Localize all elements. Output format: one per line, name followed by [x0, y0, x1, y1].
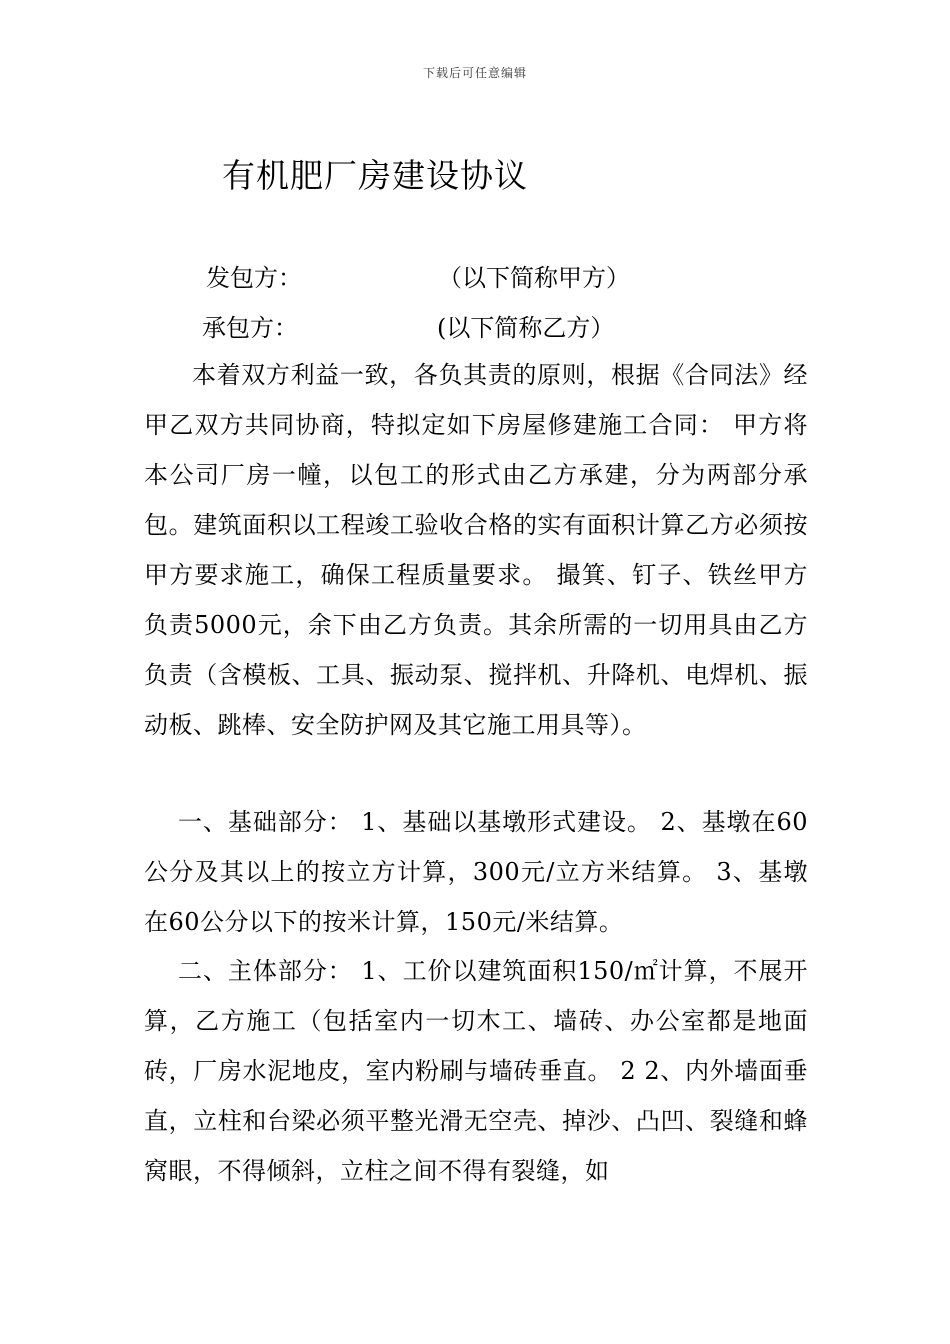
document-title: 有机肥厂房建设协议 [222, 156, 528, 195]
paragraph-foundation: 一、基础部分： 1、基础以基墩形式建设。 2、基墩在60公分及其以上的按立方计算，300元/立方米结算。 3、基墩在60公分以下的按米计算，150元/米结算。 [144, 808, 808, 936]
party-note-employer: （以下简称甲方） [438, 264, 630, 292]
party-line-contractor [0, 308, 950, 340]
party-note-contractor: (以下简称乙方） [437, 314, 615, 342]
paragraph-main-structure: 二、主体部分： 1、工价以建筑面积150/㎡计算，不展开算，乙方施工（包括室内一切木工、墙砖、办公室都是地面砖，厂房水泥地皮，室内粉刷与墙砖垂直。 2 2、内外墙面垂直，立柱和台梁必须平整光滑无空壳、掉沙、凸凹、裂缝和蜂窝眼，不得倾斜，立柱之间不得有裂缝，如 [144, 957, 808, 1185]
paragraph-intro: 本着双方利益一致，各负其责的原则，根据《合同法》经甲乙双方共同协商，特拟定如下房屋修建施工合同： 甲方将本公司厂房一幢，以包工的形式由乙方承建，分为两部分承包。建筑面积以工程竣工验收合格的实有面积计算乙方必须按甲方要求施工，确保工程质量要求。 撮箕、钉子、铁丝甲方负责5000元，余下由乙方负责。其余所需的一切用具由乙方负责（含模板、工具、振动泵、搅拌机、升降机、电焊机、振动板、跳棒、安全防护网及其它施工用具等）。 [144, 361, 808, 739]
party-label-employer: 发包方： [206, 264, 302, 292]
header-note: 下载后可任意编辑 [422, 66, 527, 80]
party-label-contractor: 承包方： [202, 314, 298, 342]
party-line-employer [0, 258, 950, 290]
